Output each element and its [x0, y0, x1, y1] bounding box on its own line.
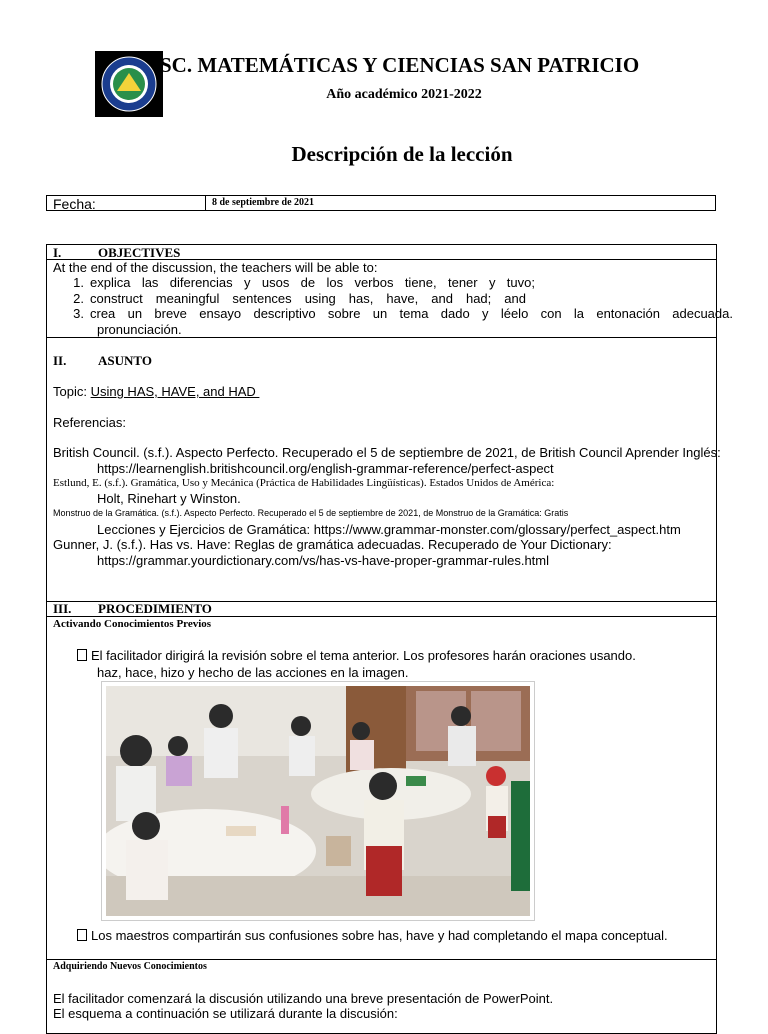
activity-bullet	[77, 928, 668, 943]
academic-year: Año académico 2021-2022	[326, 87, 482, 102]
acquiring-text: El facilitador comenzará la discusión utilizando una breve presentación de PowerPoint.	[53, 991, 554, 1006]
topic-line	[53, 384, 259, 399]
reference-line: Holt, Rinehart y Winston.	[97, 491, 241, 506]
reference-link: https://grammar.yourdictionary.com/vs/has-vs-have-proper-grammar-rules.html	[97, 553, 550, 568]
procedure-heading	[53, 601, 212, 617]
school-logo	[95, 51, 163, 117]
topic-value: Using HAS, HAVE, and HAD	[90, 384, 260, 399]
section-title: PROCEDIMIENTO	[98, 601, 212, 616]
list-number: 1.	[73, 275, 84, 290]
references-label: Referencias:	[53, 415, 126, 430]
classroom-photo	[101, 681, 535, 921]
objective-item	[62, 291, 662, 306]
section-title: ASUNTO	[98, 353, 152, 368]
bullet-continuation: haz, hace, hizo y hecho de las acciones en la imagen.	[97, 665, 409, 680]
objective-text: construct meaningful sentences using has, have, and had; and	[90, 291, 526, 306]
objective-text: explica las diferencias y usos de los verbos tiene, tener y tuvo;	[90, 275, 535, 290]
activity-bullet	[77, 648, 636, 663]
list-number: 3.	[73, 306, 84, 321]
divider-line	[46, 959, 717, 960]
subject-heading	[53, 353, 152, 369]
section-number: III.	[53, 601, 72, 616]
objective-continuation: pronunciación.	[97, 322, 182, 337]
date-divider	[205, 195, 206, 211]
divider-line	[46, 337, 717, 338]
bullet-text: Los maestros compartirán sus confusiones sobre has, have y had completando el mapa conceptual.	[91, 928, 668, 943]
date-label: Fecha:	[53, 196, 96, 212]
objective-text: crea un breve ensayo descriptivo sobre un tema dado y léelo con la entonación adecuada.	[90, 306, 733, 321]
bullet-text: El facilitador dirigirá la revisión sobre el tema anterior. Los profesores harán oraciones usando.	[91, 648, 636, 663]
reference-line: Lecciones y Ejercicios de Gramática: https://www.grammar-monster.com/glossary/perfect_aspect.htm	[97, 522, 681, 537]
reference-line: Monstruo de la Gramática. (s.f.). Aspecto Perfecto. Recuperado el 5 de septiembre de 2021, de Monstruo de la Gramática: Gratis	[53, 508, 569, 518]
acquiring-heading: Adquiriendo Nuevos Conocimientos	[53, 961, 207, 972]
bullet-icon	[77, 929, 87, 941]
objective-item	[62, 306, 742, 321]
objectives-heading	[53, 245, 180, 261]
reference-line: British Council. (s.f.). Aspecto Perfecto. Recuperado el 5 de septiembre de 2021, de British Council Aprender Inglés:	[53, 445, 721, 460]
date-value: 8 de septiembre de 2021	[212, 197, 315, 208]
bullet-icon	[77, 649, 87, 661]
section-title: OBJECTIVES	[98, 245, 181, 260]
list-number: 2.	[73, 291, 84, 306]
reference-link: https://learnenglish.britishcouncil.org/english-grammar-reference/perfect-aspect	[97, 461, 554, 476]
reference-line: Gunner, J. (s.f.). Has vs. Have: Reglas de gramática adecuadas. Recuperado de Your Dictionary:	[53, 537, 612, 552]
objectives-intro: At the end of the discussion, the teachers will be able to:	[53, 260, 378, 275]
acquiring-text: El esquema a continuación se utilizará durante la discusión:	[53, 1006, 398, 1021]
date-row	[46, 195, 716, 211]
classroom-photo-image	[106, 686, 530, 916]
section-number: II.	[53, 353, 67, 368]
topic-label: Topic:	[53, 384, 91, 399]
section-number: I.	[53, 245, 62, 260]
document-title: Descripción de la lección	[291, 142, 513, 166]
objective-item	[62, 275, 662, 290]
school-name: SC. MATEMÁTICAS Y CIENCIAS SAN PATRICIO	[160, 53, 640, 77]
activating-heading: Activando Conocimientos Previos	[53, 618, 212, 630]
reference-line: Estlund, E. (s.f.). Gramática, Uso y Mecánica (Práctica de Habilidades Lingüísticas). Estados Unidos de América:	[53, 477, 555, 489]
school-seal-icon	[95, 51, 163, 117]
